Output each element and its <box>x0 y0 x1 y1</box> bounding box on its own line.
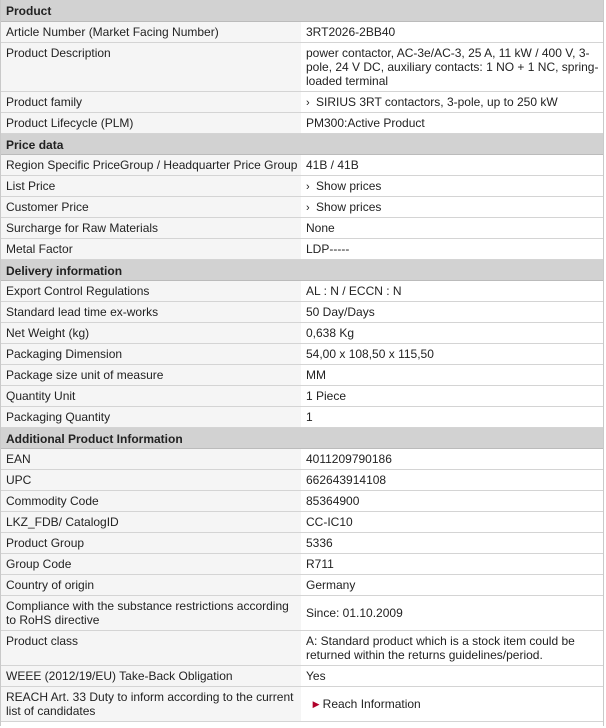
product-group-value: 5336 <box>301 532 603 553</box>
row-label: Packaging Dimension <box>1 343 301 364</box>
group-code-value: R711 <box>301 553 603 574</box>
row-label: Product Group <box>1 532 301 553</box>
row-label: Package size unit of measure <box>1 364 301 385</box>
row-label: Commodity Code <box>1 490 301 511</box>
table-row <box>1 238 603 259</box>
table-row <box>1 385 603 406</box>
table-row <box>1 553 603 574</box>
row-label: Net Weight (kg) <box>1 322 301 343</box>
table-row <box>1 630 603 665</box>
row-label: Product family <box>1 91 301 112</box>
table-row <box>1 91 603 112</box>
section-header-additional <box>1 427 603 448</box>
price-group-value: 41B / 41B <box>301 154 603 175</box>
chevron-right-icon: › <box>306 201 310 214</box>
list-price-link[interactable] <box>301 175 603 196</box>
row-label: REACH Art. 33 Duty to inform according to the current list of candidates <box>1 686 301 721</box>
row-label: Customer Price <box>1 196 301 217</box>
table-row <box>1 490 603 511</box>
section-header-price <box>1 133 603 154</box>
reach-information-link[interactable] <box>301 686 603 721</box>
surcharge-value: None <box>301 217 603 238</box>
row-label: Group Code <box>1 553 301 574</box>
reach-information-link-text[interactable]: Reach Information <box>322 696 421 711</box>
row-label: Compliance with the substance restrictions according to RoHS directive <box>1 595 301 630</box>
row-label: List Price <box>1 175 301 196</box>
table-row <box>1 343 603 364</box>
lifecycle-value: PM300:Active Product <box>301 112 603 133</box>
unit-of-measure-value: MM <box>301 364 603 385</box>
row-label: Region Specific PriceGroup / Headquarter Price Group <box>1 154 301 175</box>
catalog-id-value: CC-IC10 <box>301 511 603 532</box>
row-label: Standard lead time ex-works <box>1 301 301 322</box>
row-label: UPC <box>1 469 301 490</box>
section-title: Additional Product Information <box>1 427 603 448</box>
section-title: Price data <box>1 133 603 154</box>
show-prices-link[interactable]: Show prices <box>316 178 382 193</box>
table-row <box>1 364 603 385</box>
product-data-table <box>1 0 603 722</box>
row-label: Article Number (Market Facing Number) <box>1 21 301 42</box>
row-label: Product Description <box>1 42 301 91</box>
row-label: LKZ_FDB/ CatalogID <box>1 511 301 532</box>
table-row <box>1 196 603 217</box>
ean-value: 4011209790186 <box>301 448 603 469</box>
weee-value: Yes <box>301 665 603 686</box>
section-header-delivery <box>1 259 603 280</box>
table-row <box>1 217 603 238</box>
chevron-right-icon: › <box>306 180 310 193</box>
row-label: Country of origin <box>1 574 301 595</box>
table-row <box>1 112 603 133</box>
upc-value: 662643914108 <box>301 469 603 490</box>
export-control-value: AL : N / ECCN : N <box>301 280 603 301</box>
table-row <box>1 406 603 427</box>
row-label: Product Lifecycle (PLM) <box>1 112 301 133</box>
row-label: Product class <box>1 630 301 665</box>
net-weight-value: 0,638 Kg <box>301 322 603 343</box>
table-row <box>1 175 603 196</box>
lead-time-value: 50 Day/Days <box>301 301 603 322</box>
product-family-link[interactable] <box>301 91 603 112</box>
table-row <box>1 665 603 686</box>
table-row <box>1 511 603 532</box>
product-class-value: A: Standard product which is a stock item could be returned within the returns guidelines/period. <box>301 630 603 665</box>
table-row <box>1 532 603 553</box>
row-label: WEEE (2012/19/EU) Take-Back Obligation <box>1 665 301 686</box>
section-title: Product <box>1 0 603 21</box>
row-label: Packaging Quantity <box>1 406 301 427</box>
table-row <box>1 686 603 721</box>
row-label: Metal Factor <box>1 238 301 259</box>
commodity-code-value: 85364900 <box>301 490 603 511</box>
packaging-quantity-value: 1 <box>301 406 603 427</box>
packaging-dimension-value: 54,00 x 108,50 x 115,50 <box>301 343 603 364</box>
row-label: Surcharge for Raw Materials <box>1 217 301 238</box>
table-row <box>1 280 603 301</box>
metal-factor-value: LDP----- <box>301 238 603 259</box>
row-label: Export Control Regulations <box>1 280 301 301</box>
triangle-right-icon: ▶ <box>312 698 320 709</box>
show-prices-link[interactable]: Show prices <box>316 199 382 214</box>
table-row <box>1 322 603 343</box>
row-label: Quantity Unit <box>1 385 301 406</box>
table-row <box>1 154 603 175</box>
quantity-unit-value: 1 Piece <box>301 385 603 406</box>
product-description-value: power contactor, AC-3e/AC-3, 25 A, 11 kW / 400 V, 3-pole, 24 V DC, auxiliary contacts: 1 NO + 1 NC, spring-loaded terminal <box>301 42 603 91</box>
row-label: EAN <box>1 448 301 469</box>
table-row <box>1 595 603 630</box>
rohs-compliance-value: Since: 01.10.2009 <box>301 595 603 630</box>
table-row <box>1 469 603 490</box>
country-of-origin-value: Germany <box>301 574 603 595</box>
chevron-right-icon: › <box>306 96 310 109</box>
article-number-value: 3RT2026-2BB40 <box>301 21 603 42</box>
table-row <box>1 574 603 595</box>
table-row <box>1 21 603 42</box>
table-row <box>1 448 603 469</box>
customer-price-link[interactable] <box>301 196 603 217</box>
section-title: Delivery information <box>1 259 603 280</box>
table-row <box>1 301 603 322</box>
product-family-link-text[interactable]: SIRIUS 3RT contactors, 3-pole, up to 250 kW <box>316 94 558 109</box>
section-header-product <box>1 0 603 21</box>
table-row <box>1 42 603 91</box>
